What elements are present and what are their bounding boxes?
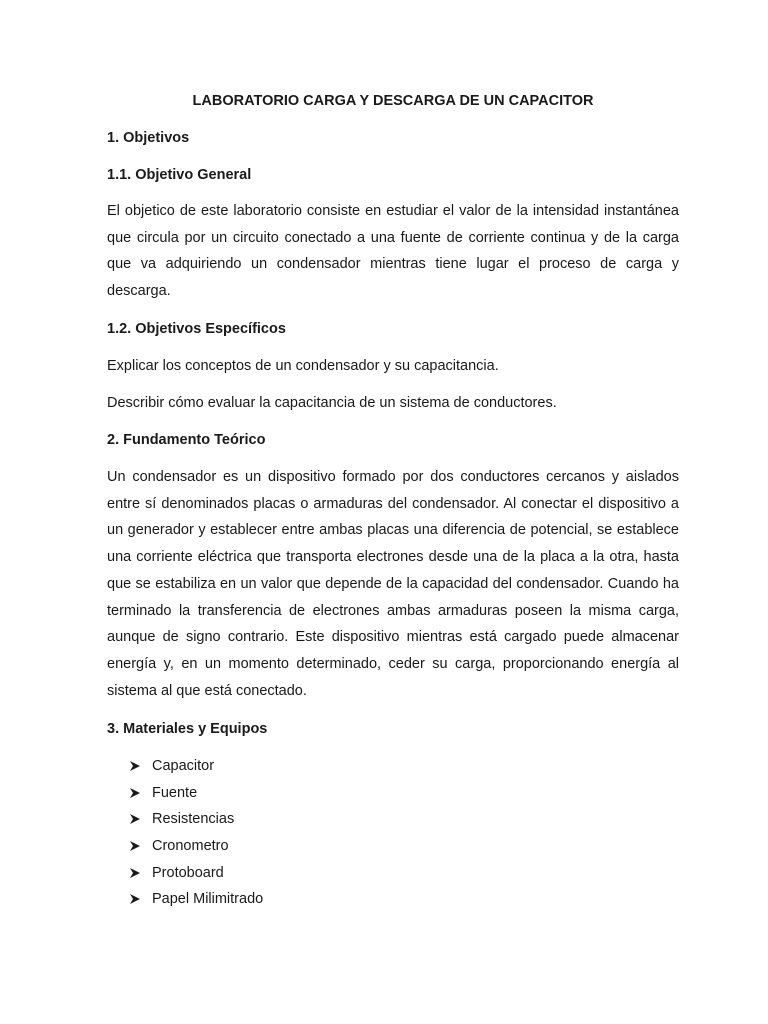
list-item-label: Capacitor [152, 758, 215, 774]
document-title: LABORATORIO CARGA Y DESCARGA DE UN CAPACITOR [192, 93, 594, 109]
list-item [129, 889, 263, 916]
heading-fundamento-teorico: 2. Fundamento Teórico [107, 432, 266, 448]
arrowhead-bullet-icon [129, 893, 141, 905]
heading-materiales-equipos: 3. Materiales y Equipos [107, 721, 268, 737]
paragraph-fundamento-teorico: Un condensador es un dispositivo formado por dos conductores cercanos y aislados entre sí denominados placas o armaduras del condensador. Al conectar el dispositivo a un generador y establecer entre ambas placas una diferencia de potencial, se establece una corriente eléctrica que transporta electrones desde una de la placa a la otra, hasta que se estabiliza en un valor que depende de la capacidad del condensador. Cuando ha terminado la transferencia de electrones ambas armaduras poseen la misma carga, aunque de signo contrario. Este dispositivo mientras está cargado puede almacenar energía y, en un momento determinado, ceder su carga, proporcionando energía al sistema al que está conectado. [107, 469, 679, 699]
arrowhead-bullet-icon [129, 840, 141, 852]
list-item-label: Fuente [152, 784, 198, 801]
list-item-label: Protoboard [152, 864, 224, 881]
paragraph-objetivo-general: El objetico de este laboratorio consiste en estudiar el valor de la intensidad instantánea que circula por un circuito conectado a una fuente de corriente continua y de la carga que va adquiriendo un condensador mientras tiene lugar el proceso de carga y descarga. [107, 203, 679, 300]
list-item-label: Papel Milimitrado [152, 891, 264, 908]
arrowhead-bullet-icon [129, 787, 141, 799]
list-item [129, 863, 263, 890]
arrowhead-bullet-icon [129, 813, 141, 825]
heading-objetivo-general: 1.1. Objetivo General [107, 167, 252, 183]
list-item-label: Resistencias [152, 811, 235, 828]
list-item [129, 836, 263, 863]
arrowhead-bullet-icon [129, 867, 141, 879]
list-item-label: Cronometro [152, 838, 229, 855]
list-item [129, 756, 263, 783]
objetivo-especifico-1: Explicar los conceptos de un condensador y su capacitancia. [107, 358, 499, 374]
objetivo-especifico-2: Describir cómo evaluar la capacitancia de un sistema de conductores. [107, 395, 557, 411]
list-item [129, 783, 263, 810]
arrowhead-bullet-icon [129, 760, 141, 772]
list-item [129, 809, 263, 836]
heading-objetivos: 1. Objetivos [107, 130, 190, 146]
materials-list [129, 756, 263, 916]
heading-objetivos-especificos: 1.2. Objetivos Específicos [107, 321, 286, 337]
